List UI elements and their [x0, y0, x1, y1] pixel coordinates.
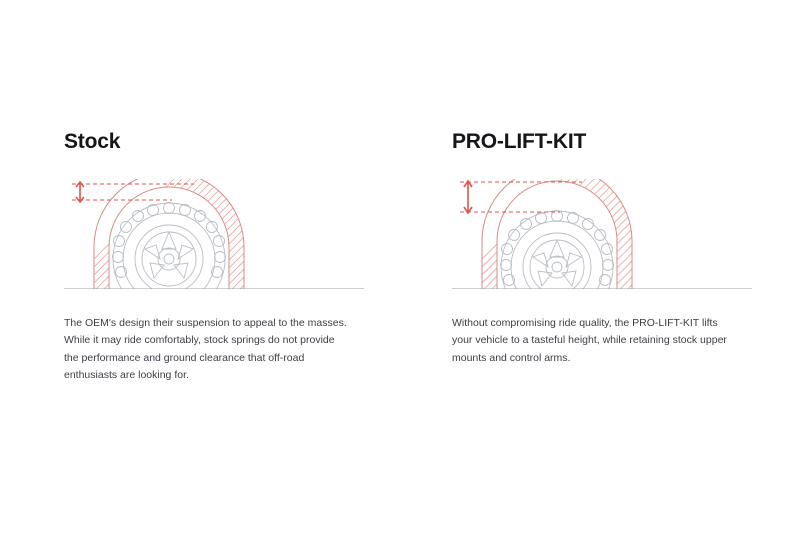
figure-pro-lift-kit	[452, 179, 752, 289]
figure-stock	[64, 179, 364, 289]
fender-inner-arc	[497, 181, 617, 289]
panel-description-stock: The OEM's design their suspension to appeal to the masses. While it may ride comfortably, stock springs do not provide the performance and ground clearance that off-road enthusiasts are looking for.	[64, 317, 347, 382]
gap-measurement-pro-lift-kit	[460, 181, 582, 213]
wheel-graphic	[501, 211, 614, 290]
wheel-graphic	[113, 203, 226, 290]
panel-stock	[64, 130, 364, 395]
panel-pro-lift-kit	[452, 130, 752, 378]
panel-title-stock: Stock	[64, 130, 121, 153]
panel-description-pro-lift-kit: Without compromising ride quality, the PRO-LIFT-KIT lifts your vehicle to a tasteful height, while retaining stock upper mounts and control arms.	[452, 317, 727, 364]
panel-title-pro-lift-kit: PRO-LIFT-KIT	[452, 130, 587, 153]
